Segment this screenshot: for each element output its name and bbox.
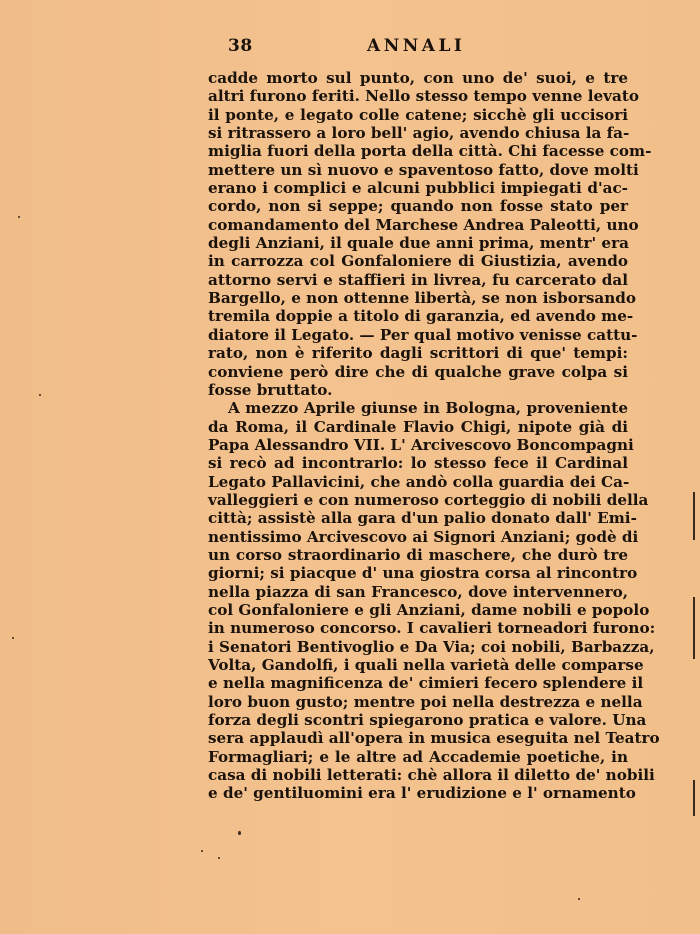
text-line: giorni; si piacque d' una giostra corsa al rincontro — [208, 564, 638, 583]
scan-speck — [18, 216, 20, 218]
text-line: comandamento del Marchese Andrea Paleotti, uno — [208, 215, 639, 234]
text-line: altri furono feriti. Nello stesso tempo venne levato — [208, 87, 639, 106]
text-line: da Roma, il Cardinale Flavio Chigi, nipote già di — [208, 417, 628, 436]
text-line: cordo, non si seppe; quando non fosse stato per — [208, 197, 628, 216]
text-line: degli Anziani, il quale due anni prima, mentr' era — [208, 234, 629, 253]
text-line: in carrozza col Gonfaloniere di Giustizia, avendo — [208, 252, 628, 271]
text-line: nentissimo Arcivescovo ai Signori Anziani; godè di — [208, 527, 639, 546]
text-line: col Gonfaloniere e gli Anziani, dame nobili e popolo — [208, 600, 650, 619]
paragraph-1 — [208, 69, 652, 399]
text-line: loro buon gusto; mentre poi nella destrezza e nella — [208, 692, 643, 711]
text-line: mettere un sì nuovo e spaventoso fatto, dove molti — [208, 160, 639, 179]
text-line: Legato Pallavicini, che andò colla guardia dei Ca- — [208, 472, 630, 491]
scan-speck — [238, 831, 241, 835]
text-line: Papa Alessandro VII. L' Arcivescovo Boncompagni — [208, 435, 634, 454]
margin-line — [693, 780, 695, 816]
text-line: Volta, Gandolfi, i quali nella varietà delle comparse — [208, 656, 644, 674]
scan-speck — [39, 394, 41, 396]
text-line: si recò ad incontrarlo: lo stesso fece il Cardinal — [208, 454, 628, 473]
paragraph-2 — [208, 399, 660, 803]
text-line: rato, non è riferito dagli scrittori di que' tempi: — [208, 344, 628, 363]
text-line: in numeroso concorso. I cavalieri torneadori furono: — [208, 619, 656, 638]
text-line: A mezzo Aprile giunse in Bologna, proveniente — [228, 399, 628, 418]
scan-speck — [201, 850, 203, 852]
text-line: valleggieri e con numeroso corteggio di nobili della — [208, 490, 649, 509]
text-line: sera applaudì all'opera in musica eseguita nel Teatro — [208, 729, 660, 748]
text-line: cadde morto sul punto, con uno de' suoi, e tre — [208, 69, 628, 87]
page-number: 38 — [228, 36, 253, 56]
scan-speck — [218, 857, 220, 859]
text-line: un corso straordinario di maschere, che durò tre — [208, 545, 628, 564]
scan-speck — [578, 898, 580, 900]
body-text — [208, 69, 660, 803]
text-line: erano i complici e alcuni pubblici impiegati d'ac- — [208, 179, 628, 198]
text-line: nella piazza di san Francesco, dove intervennero, — [208, 582, 628, 601]
text-line: e nella magnificenza de' cimieri fecero splendere il — [208, 674, 644, 693]
text-line: i Senatori Bentivoglio e Da Via; coi nobili, Barbazza, — [208, 637, 655, 656]
text-line: Bargello, e non ottenne libertà, se non isborsando — [208, 289, 637, 308]
text-line: il ponte, e legato colle catene; sicchè gli uccisori — [208, 105, 628, 124]
text-line: casa di nobili letterati: chè allora il diletto de' nobili — [208, 766, 655, 785]
text-line: conviene però dire che di qualche grave colpa si — [208, 362, 628, 381]
text-line: diatore il Legato. — Per qual motivo venisse cattu- — [208, 325, 638, 344]
running-head: ANNALI — [367, 36, 466, 56]
margin-line — [693, 492, 695, 540]
text-line: e de' gentiluomini era l' erudizione e l' ornamento — [208, 784, 636, 803]
text-line: forza degli scontri spiegarono pratica e valore. Una — [208, 711, 647, 730]
text-line: attorno servi e staffieri in livrea, fu carcerato dal — [208, 270, 628, 289]
text-line: fosse bruttato. — [208, 380, 333, 399]
margin-line — [693, 597, 695, 659]
text-line: tremila doppie a titolo di garanzia, ed avendo me- — [208, 307, 634, 326]
text-line: Formagliari; e le altre ad Accademie poetiche, in — [208, 747, 628, 766]
text-line: città; assistè alla gara d'un palio donato dall' Emi- — [208, 509, 637, 528]
text-line: si ritrassero a loro bell' agio, avendo chiusa la fa- — [208, 124, 630, 143]
scan-speck — [12, 637, 14, 639]
text-line: miglia fuori della porta della città. Chi facesse com- — [208, 142, 652, 161]
